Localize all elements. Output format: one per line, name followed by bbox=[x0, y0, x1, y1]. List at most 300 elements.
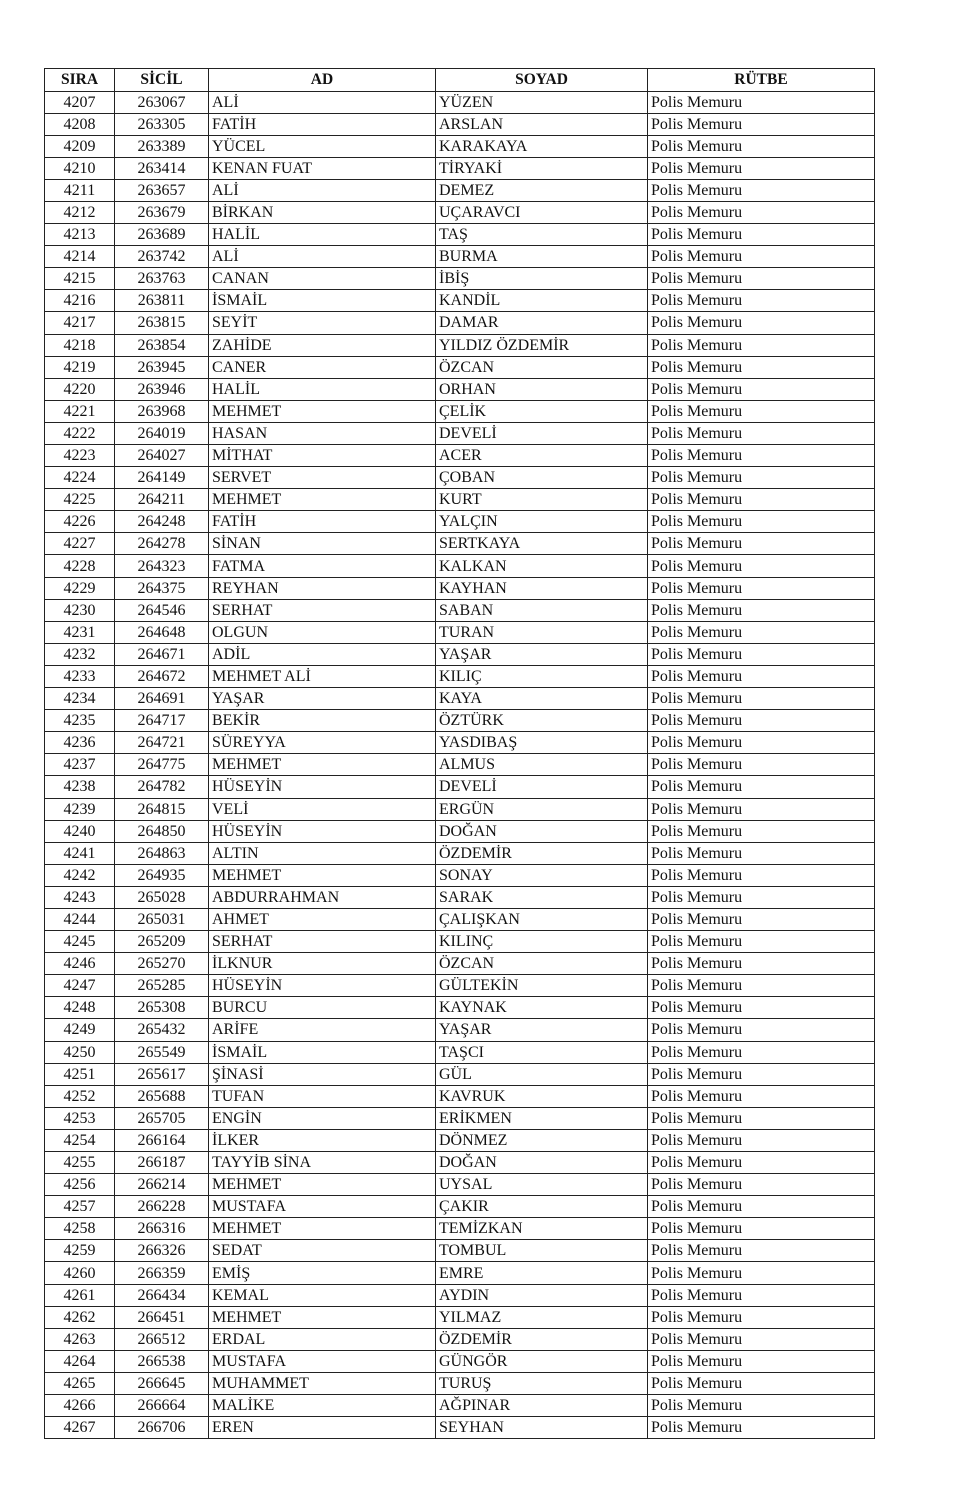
table-row bbox=[45, 1041, 875, 1063]
table-row bbox=[45, 224, 875, 246]
cell-ad: CANER bbox=[209, 356, 436, 378]
table-row bbox=[45, 1240, 875, 1262]
cell-ad: HÜSEYİN bbox=[209, 776, 436, 798]
cell-soyad: TURUŞ bbox=[436, 1372, 648, 1394]
cell-ad: FATİH bbox=[209, 113, 436, 135]
cell-sicil: 263945 bbox=[115, 356, 209, 378]
cell-rutbe: Polis Memuru bbox=[648, 776, 875, 798]
cell-sira: 4218 bbox=[45, 334, 115, 356]
cell-sira: 4266 bbox=[45, 1395, 115, 1417]
cell-ad: MUSTAFA bbox=[209, 1196, 436, 1218]
table-row bbox=[45, 533, 875, 555]
cell-sicil: 263968 bbox=[115, 400, 209, 422]
cell-rutbe: Polis Memuru bbox=[648, 997, 875, 1019]
cell-rutbe: Polis Memuru bbox=[648, 246, 875, 268]
cell-ad: SEYİT bbox=[209, 312, 436, 334]
cell-soyad: KAYNAK bbox=[436, 997, 648, 1019]
cell-sira: 4214 bbox=[45, 246, 115, 268]
cell-sira: 4208 bbox=[45, 113, 115, 135]
cell-sicil: 264149 bbox=[115, 467, 209, 489]
cell-rutbe: Polis Memuru bbox=[648, 1174, 875, 1196]
cell-sicil: 266645 bbox=[115, 1372, 209, 1394]
cell-soyad: ERİKMEN bbox=[436, 1107, 648, 1129]
cell-sira: 4222 bbox=[45, 422, 115, 444]
cell-sicil: 263763 bbox=[115, 268, 209, 290]
cell-ad: VELİ bbox=[209, 798, 436, 820]
cell-sira: 4241 bbox=[45, 842, 115, 864]
cell-soyad: KALKAN bbox=[436, 555, 648, 577]
cell-sicil: 263811 bbox=[115, 290, 209, 312]
table-row bbox=[45, 356, 875, 378]
cell-sicil: 263414 bbox=[115, 157, 209, 179]
cell-rutbe: Polis Memuru bbox=[648, 1262, 875, 1284]
cell-sicil: 266664 bbox=[115, 1395, 209, 1417]
table-row bbox=[45, 820, 875, 842]
cell-ad: BEKİR bbox=[209, 710, 436, 732]
cell-rutbe: Polis Memuru bbox=[648, 1350, 875, 1372]
cell-rutbe: Polis Memuru bbox=[648, 356, 875, 378]
cell-soyad: ÖZDEMİR bbox=[436, 1328, 648, 1350]
cell-sicil: 263657 bbox=[115, 179, 209, 201]
cell-rutbe: Polis Memuru bbox=[648, 334, 875, 356]
table-row bbox=[45, 688, 875, 710]
cell-ad: MEHMET ALİ bbox=[209, 665, 436, 687]
cell-ad: SERVET bbox=[209, 467, 436, 489]
cell-sira: 4234 bbox=[45, 688, 115, 710]
cell-sira: 4236 bbox=[45, 732, 115, 754]
table-row bbox=[45, 599, 875, 621]
cell-soyad: TEMİZKAN bbox=[436, 1218, 648, 1240]
cell-sicil: 264375 bbox=[115, 577, 209, 599]
cell-rutbe: Polis Memuru bbox=[648, 1328, 875, 1350]
cell-soyad: SABAN bbox=[436, 599, 648, 621]
cell-sicil: 264815 bbox=[115, 798, 209, 820]
table-row bbox=[45, 445, 875, 467]
cell-rutbe: Polis Memuru bbox=[648, 1395, 875, 1417]
table-row bbox=[45, 1129, 875, 1151]
cell-soyad: KAVRUK bbox=[436, 1085, 648, 1107]
cell-sicil: 265617 bbox=[115, 1063, 209, 1085]
cell-soyad: DEVELİ bbox=[436, 776, 648, 798]
cell-sicil: 266316 bbox=[115, 1218, 209, 1240]
cell-soyad: SERTKAYA bbox=[436, 533, 648, 555]
cell-sira: 4243 bbox=[45, 886, 115, 908]
cell-ad: ARİFE bbox=[209, 1019, 436, 1041]
cell-rutbe: Polis Memuru bbox=[648, 688, 875, 710]
cell-ad: MUHAMMET bbox=[209, 1372, 436, 1394]
cell-ad: HALİL bbox=[209, 378, 436, 400]
cell-rutbe: Polis Memuru bbox=[648, 864, 875, 886]
cell-soyad: ÇELİK bbox=[436, 400, 648, 422]
cell-rutbe: Polis Memuru bbox=[648, 511, 875, 533]
cell-rutbe: Polis Memuru bbox=[648, 1240, 875, 1262]
cell-sira: 4228 bbox=[45, 555, 115, 577]
table-row bbox=[45, 953, 875, 975]
cell-soyad: YASDIBAŞ bbox=[436, 732, 648, 754]
table-row bbox=[45, 908, 875, 930]
cell-sicil: 266434 bbox=[115, 1284, 209, 1306]
cell-soyad: DEVELİ bbox=[436, 422, 648, 444]
cell-sicil: 265688 bbox=[115, 1085, 209, 1107]
cell-sicil: 263679 bbox=[115, 201, 209, 223]
cell-ad: ALTIN bbox=[209, 842, 436, 864]
cell-sira: 4254 bbox=[45, 1129, 115, 1151]
table-row bbox=[45, 1196, 875, 1218]
cell-ad: MEHMET bbox=[209, 754, 436, 776]
cell-sira: 4245 bbox=[45, 931, 115, 953]
table-row bbox=[45, 334, 875, 356]
cell-ad: ABDURRAHMAN bbox=[209, 886, 436, 908]
cell-rutbe: Polis Memuru bbox=[648, 577, 875, 599]
cell-soyad: KAYHAN bbox=[436, 577, 648, 599]
table-row bbox=[45, 1262, 875, 1284]
cell-sira: 4256 bbox=[45, 1174, 115, 1196]
cell-soyad: SARAK bbox=[436, 886, 648, 908]
cell-soyad: ÖZDEMİR bbox=[436, 842, 648, 864]
cell-rutbe: Polis Memuru bbox=[648, 422, 875, 444]
cell-soyad: BURMA bbox=[436, 246, 648, 268]
table-row bbox=[45, 577, 875, 599]
cell-sicil: 265270 bbox=[115, 953, 209, 975]
table-row bbox=[45, 1372, 875, 1394]
cell-soyad: UYSAL bbox=[436, 1174, 648, 1196]
cell-ad: ALİ bbox=[209, 246, 436, 268]
table-row bbox=[45, 268, 875, 290]
cell-sira: 4213 bbox=[45, 224, 115, 246]
table-row bbox=[45, 422, 875, 444]
cell-sira: 4239 bbox=[45, 798, 115, 820]
cell-ad: KEMAL bbox=[209, 1284, 436, 1306]
cell-ad: AHMET bbox=[209, 908, 436, 930]
cell-sicil: 264648 bbox=[115, 621, 209, 643]
table-header-row bbox=[45, 69, 875, 92]
cell-soyad: ÇOBAN bbox=[436, 467, 648, 489]
cell-ad: ERDAL bbox=[209, 1328, 436, 1350]
cell-soyad: TURAN bbox=[436, 621, 648, 643]
cell-soyad: DOĞAN bbox=[436, 1152, 648, 1174]
cell-soyad: ÇAKIR bbox=[436, 1196, 648, 1218]
cell-sicil: 263742 bbox=[115, 246, 209, 268]
cell-sira: 4207 bbox=[45, 91, 115, 113]
table-row bbox=[45, 1350, 875, 1372]
cell-sicil: 264278 bbox=[115, 533, 209, 555]
cell-rutbe: Polis Memuru bbox=[648, 643, 875, 665]
cell-rutbe: Polis Memuru bbox=[648, 312, 875, 334]
cell-soyad: DÖNMEZ bbox=[436, 1129, 648, 1151]
cell-ad: SİNAN bbox=[209, 533, 436, 555]
cell-rutbe: Polis Memuru bbox=[648, 621, 875, 643]
cell-ad: CANAN bbox=[209, 268, 436, 290]
cell-soyad: ALMUS bbox=[436, 754, 648, 776]
cell-sira: 4251 bbox=[45, 1063, 115, 1085]
cell-ad: ENGİN bbox=[209, 1107, 436, 1129]
cell-ad: ZAHİDE bbox=[209, 334, 436, 356]
table-row bbox=[45, 1306, 875, 1328]
table-row bbox=[45, 1152, 875, 1174]
table-row bbox=[45, 511, 875, 533]
cell-rutbe: Polis Memuru bbox=[648, 91, 875, 113]
table-row bbox=[45, 842, 875, 864]
cell-ad: MEHMET bbox=[209, 1218, 436, 1240]
cell-rutbe: Polis Memuru bbox=[648, 1107, 875, 1129]
cell-ad: MEHMET bbox=[209, 1306, 436, 1328]
cell-sicil: 265308 bbox=[115, 997, 209, 1019]
cell-rutbe: Polis Memuru bbox=[648, 157, 875, 179]
cell-rutbe: Polis Memuru bbox=[648, 555, 875, 577]
cell-rutbe: Polis Memuru bbox=[648, 1019, 875, 1041]
table-row bbox=[45, 710, 875, 732]
cell-soyad: GÜL bbox=[436, 1063, 648, 1085]
cell-sicil: 264248 bbox=[115, 511, 209, 533]
cell-sicil: 264019 bbox=[115, 422, 209, 444]
cell-soyad: TOMBUL bbox=[436, 1240, 648, 1262]
cell-rutbe: Polis Memuru bbox=[648, 135, 875, 157]
cell-soyad: AĞPINAR bbox=[436, 1395, 648, 1417]
cell-sicil: 265209 bbox=[115, 931, 209, 953]
table-row bbox=[45, 113, 875, 135]
cell-rutbe: Polis Memuru bbox=[648, 908, 875, 930]
cell-rutbe: Polis Memuru bbox=[648, 754, 875, 776]
cell-sira: 4262 bbox=[45, 1306, 115, 1328]
table-row bbox=[45, 1395, 875, 1417]
cell-ad: MALİKE bbox=[209, 1395, 436, 1417]
cell-ad: İLKER bbox=[209, 1129, 436, 1151]
cell-sicil: 265549 bbox=[115, 1041, 209, 1063]
cell-ad: İSMAİL bbox=[209, 1041, 436, 1063]
cell-sira: 4229 bbox=[45, 577, 115, 599]
cell-soyad: GÜNGÖR bbox=[436, 1350, 648, 1372]
cell-rutbe: Polis Memuru bbox=[648, 179, 875, 201]
cell-ad: KENAN FUAT bbox=[209, 157, 436, 179]
table-row bbox=[45, 1284, 875, 1306]
cell-sicil: 266538 bbox=[115, 1350, 209, 1372]
cell-rutbe: Polis Memuru bbox=[648, 290, 875, 312]
header-ad: AD bbox=[209, 69, 436, 92]
table-row bbox=[45, 1085, 875, 1107]
cell-sicil: 263389 bbox=[115, 135, 209, 157]
cell-sira: 4264 bbox=[45, 1350, 115, 1372]
table-row bbox=[45, 290, 875, 312]
table-row bbox=[45, 754, 875, 776]
cell-ad: FATMA bbox=[209, 555, 436, 577]
cell-ad: EMİŞ bbox=[209, 1262, 436, 1284]
cell-soyad: SEYHAN bbox=[436, 1417, 648, 1439]
cell-ad: YÜCEL bbox=[209, 135, 436, 157]
cell-soyad: ÇALIŞKAN bbox=[436, 908, 648, 930]
cell-soyad: YÜZEN bbox=[436, 91, 648, 113]
cell-soyad: AYDIN bbox=[436, 1284, 648, 1306]
cell-rutbe: Polis Memuru bbox=[648, 842, 875, 864]
table-row bbox=[45, 997, 875, 1019]
cell-sicil: 264863 bbox=[115, 842, 209, 864]
header-sira: SIRA bbox=[45, 69, 115, 92]
cell-rutbe: Polis Memuru bbox=[648, 445, 875, 467]
cell-sicil: 264782 bbox=[115, 776, 209, 798]
cell-sira: 4242 bbox=[45, 864, 115, 886]
cell-soyad: YILMAZ bbox=[436, 1306, 648, 1328]
cell-ad: MİTHAT bbox=[209, 445, 436, 467]
cell-rutbe: Polis Memuru bbox=[648, 1196, 875, 1218]
cell-sira: 4221 bbox=[45, 400, 115, 422]
cell-ad: SÜREYYA bbox=[209, 732, 436, 754]
table-row bbox=[45, 665, 875, 687]
cell-rutbe: Polis Memuru bbox=[648, 268, 875, 290]
cell-soyad: DOĞAN bbox=[436, 820, 648, 842]
cell-sira: 4250 bbox=[45, 1041, 115, 1063]
cell-sira: 4227 bbox=[45, 533, 115, 555]
cell-rutbe: Polis Memuru bbox=[648, 1152, 875, 1174]
cell-soyad: YALÇIN bbox=[436, 511, 648, 533]
cell-sira: 4232 bbox=[45, 643, 115, 665]
cell-rutbe: Polis Memuru bbox=[648, 1129, 875, 1151]
cell-sira: 4267 bbox=[45, 1417, 115, 1439]
cell-sicil: 266214 bbox=[115, 1174, 209, 1196]
cell-rutbe: Polis Memuru bbox=[648, 975, 875, 997]
cell-sicil: 266164 bbox=[115, 1129, 209, 1151]
cell-sira: 4226 bbox=[45, 511, 115, 533]
cell-soyad: ORHAN bbox=[436, 378, 648, 400]
cell-rutbe: Polis Memuru bbox=[648, 467, 875, 489]
cell-soyad: ERGÜN bbox=[436, 798, 648, 820]
cell-rutbe: Polis Memuru bbox=[648, 378, 875, 400]
cell-sira: 4247 bbox=[45, 975, 115, 997]
cell-rutbe: Polis Memuru bbox=[648, 1284, 875, 1306]
cell-soyad: KARAKAYA bbox=[436, 135, 648, 157]
cell-rutbe: Polis Memuru bbox=[648, 201, 875, 223]
cell-rutbe: Polis Memuru bbox=[648, 1085, 875, 1107]
cell-sira: 4224 bbox=[45, 467, 115, 489]
cell-sira: 4248 bbox=[45, 997, 115, 1019]
cell-sicil: 266451 bbox=[115, 1306, 209, 1328]
cell-sicil: 264672 bbox=[115, 665, 209, 687]
table-row bbox=[45, 975, 875, 997]
table-row bbox=[45, 312, 875, 334]
cell-sira: 4225 bbox=[45, 489, 115, 511]
cell-ad: SERHAT bbox=[209, 599, 436, 621]
cell-sicil: 264691 bbox=[115, 688, 209, 710]
cell-sira: 4258 bbox=[45, 1218, 115, 1240]
cell-rutbe: Polis Memuru bbox=[648, 1218, 875, 1240]
cell-soyad: ÖZTÜRK bbox=[436, 710, 648, 732]
cell-soyad: TAŞCI bbox=[436, 1041, 648, 1063]
cell-sira: 4263 bbox=[45, 1328, 115, 1350]
cell-sira: 4219 bbox=[45, 356, 115, 378]
cell-rutbe: Polis Memuru bbox=[648, 1063, 875, 1085]
table-row bbox=[45, 864, 875, 886]
cell-ad: MEHMET bbox=[209, 864, 436, 886]
cell-ad: BİRKAN bbox=[209, 201, 436, 223]
cell-sicil: 264211 bbox=[115, 489, 209, 511]
table-row bbox=[45, 555, 875, 577]
cell-sicil: 264671 bbox=[115, 643, 209, 665]
cell-soyad: KANDİL bbox=[436, 290, 648, 312]
cell-sira: 4212 bbox=[45, 201, 115, 223]
table-row bbox=[45, 400, 875, 422]
cell-ad: MUSTAFA bbox=[209, 1350, 436, 1372]
cell-sicil: 266512 bbox=[115, 1328, 209, 1350]
cell-sicil: 266326 bbox=[115, 1240, 209, 1262]
table-row bbox=[45, 1063, 875, 1085]
cell-sira: 4230 bbox=[45, 599, 115, 621]
cell-sicil: 263815 bbox=[115, 312, 209, 334]
table-row bbox=[45, 179, 875, 201]
cell-sira: 4220 bbox=[45, 378, 115, 400]
cell-rutbe: Polis Memuru bbox=[648, 798, 875, 820]
cell-sicil: 266228 bbox=[115, 1196, 209, 1218]
cell-soyad: EMRE bbox=[436, 1262, 648, 1284]
cell-ad: İLKNUR bbox=[209, 953, 436, 975]
cell-soyad: ARSLAN bbox=[436, 113, 648, 135]
cell-sicil: 266706 bbox=[115, 1417, 209, 1439]
cell-soyad: DEMEZ bbox=[436, 179, 648, 201]
cell-sicil: 266359 bbox=[115, 1262, 209, 1284]
table-row bbox=[45, 135, 875, 157]
cell-sira: 4235 bbox=[45, 710, 115, 732]
cell-soyad: SONAY bbox=[436, 864, 648, 886]
table-row bbox=[45, 467, 875, 489]
cell-rutbe: Polis Memuru bbox=[648, 1372, 875, 1394]
cell-sira: 4217 bbox=[45, 312, 115, 334]
cell-ad: SERHAT bbox=[209, 931, 436, 953]
cell-sicil: 264850 bbox=[115, 820, 209, 842]
cell-soyad: YILDIZ ÖZDEMİR bbox=[436, 334, 648, 356]
header-soyad: SOYAD bbox=[436, 69, 648, 92]
cell-soyad: ACER bbox=[436, 445, 648, 467]
cell-sira: 4211 bbox=[45, 179, 115, 201]
table-row bbox=[45, 246, 875, 268]
cell-sira: 4255 bbox=[45, 1152, 115, 1174]
cell-ad: HALİL bbox=[209, 224, 436, 246]
cell-sira: 4237 bbox=[45, 754, 115, 776]
cell-rutbe: Polis Memuru bbox=[648, 489, 875, 511]
cell-sira: 4265 bbox=[45, 1372, 115, 1394]
cell-sicil: 264775 bbox=[115, 754, 209, 776]
header-sicil: SİCİL bbox=[115, 69, 209, 92]
cell-sira: 4209 bbox=[45, 135, 115, 157]
cell-sira: 4253 bbox=[45, 1107, 115, 1129]
cell-sira: 4223 bbox=[45, 445, 115, 467]
cell-rutbe: Polis Memuru bbox=[648, 599, 875, 621]
cell-rutbe: Polis Memuru bbox=[648, 224, 875, 246]
cell-soyad: TAŞ bbox=[436, 224, 648, 246]
cell-ad: YAŞAR bbox=[209, 688, 436, 710]
cell-rutbe: Polis Memuru bbox=[648, 1041, 875, 1063]
cell-rutbe: Polis Memuru bbox=[648, 1417, 875, 1439]
cell-sicil: 264027 bbox=[115, 445, 209, 467]
cell-ad: MEHMET bbox=[209, 400, 436, 422]
cell-sira: 4249 bbox=[45, 1019, 115, 1041]
cell-sira: 4261 bbox=[45, 1284, 115, 1306]
cell-sicil: 266187 bbox=[115, 1152, 209, 1174]
table-row bbox=[45, 886, 875, 908]
cell-ad: EREN bbox=[209, 1417, 436, 1439]
cell-soyad: KURT bbox=[436, 489, 648, 511]
personnel-table bbox=[44, 68, 875, 1439]
cell-sicil: 263305 bbox=[115, 113, 209, 135]
cell-ad: FATİH bbox=[209, 511, 436, 533]
cell-ad: İSMAİL bbox=[209, 290, 436, 312]
cell-sira: 4210 bbox=[45, 157, 115, 179]
cell-sicil: 265432 bbox=[115, 1019, 209, 1041]
cell-rutbe: Polis Memuru bbox=[648, 931, 875, 953]
cell-ad: MEHMET bbox=[209, 489, 436, 511]
cell-ad: TAYYİB SİNA bbox=[209, 1152, 436, 1174]
cell-sicil: 264935 bbox=[115, 864, 209, 886]
cell-sira: 4252 bbox=[45, 1085, 115, 1107]
table-row bbox=[45, 378, 875, 400]
cell-rutbe: Polis Memuru bbox=[648, 710, 875, 732]
cell-soyad: YAŞAR bbox=[436, 1019, 648, 1041]
